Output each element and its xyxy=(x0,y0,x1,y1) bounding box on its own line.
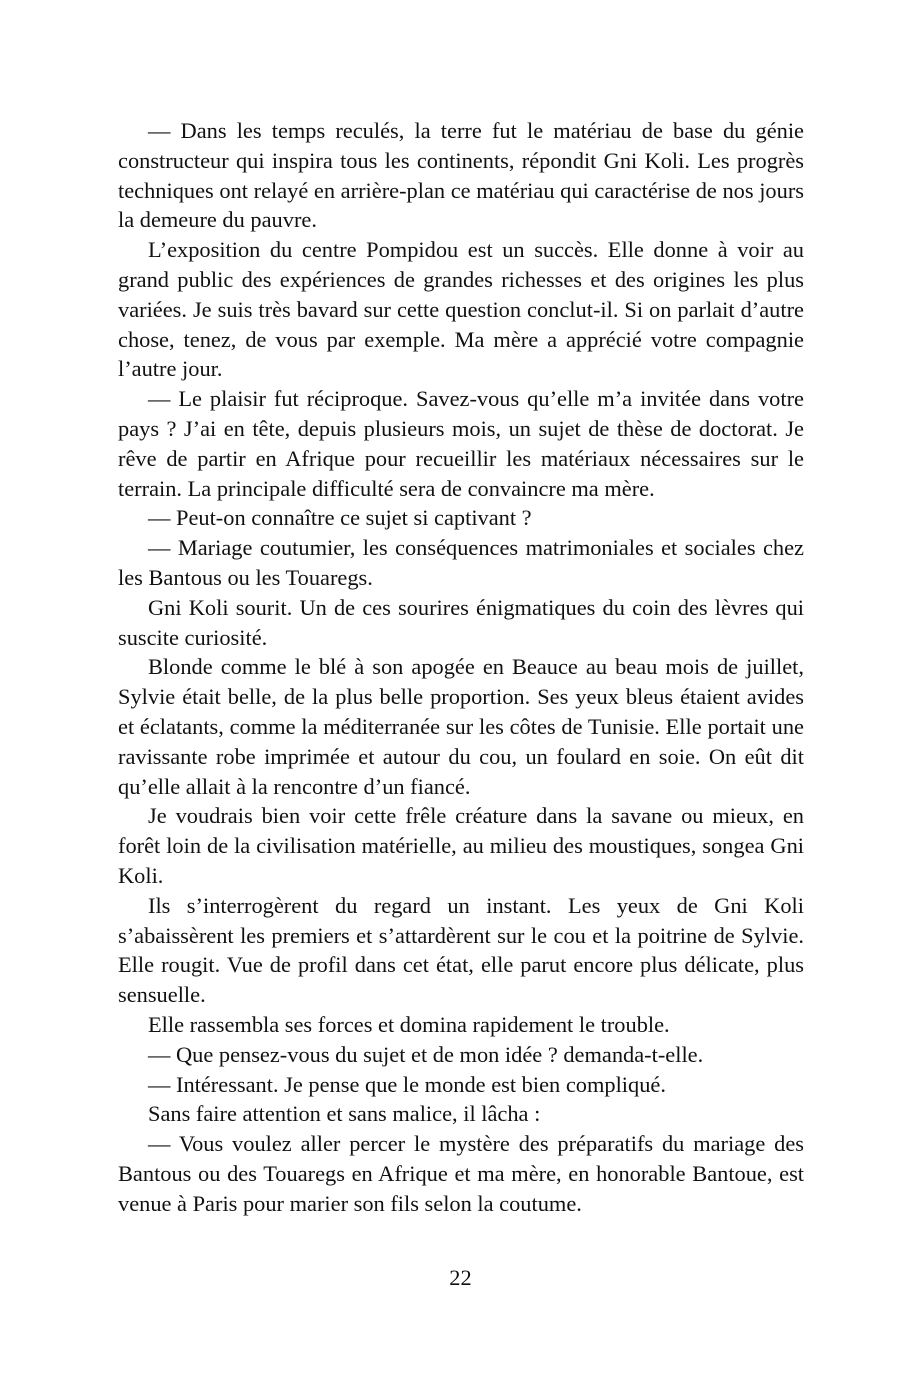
paragraph: — Vous voulez aller percer le mystère des préparatifs du mariage des Bantous ou des Touaregs en Afrique et ma mère, en honorable Bantoue, est venue à Paris pour marier son fils selon la coutume. xyxy=(118,1131,804,1216)
paragraph: — Peut-on connaître ce sujet si captivant ? xyxy=(148,505,532,531)
paragraph: — Mariage coutumier, les conséquences matrimoniales et sociales chez les Bantous ou les Touaregs. xyxy=(118,535,804,590)
paragraph: Elle rassembla ses forces et domina rapidement le trouble. xyxy=(148,1011,670,1037)
paragraph: Gni Koli sourit. Un de ces sourires énigmatiques du coin des lèvres qui suscite curiosité. xyxy=(118,594,804,650)
body-text xyxy=(118,116,804,1218)
paragraph: Sans faire attention et sans malice, il lâcha : xyxy=(148,1101,541,1127)
paragraph: L’exposition du centre Pompidou est un succès. Elle donne à voir au grand public des expériences de grandes richesses et des origines les plus variées. Je suis très bavard sur cette question conclut-il. Si on parlait d’autre chose, tenez, de vous par exemple. Ma mère a apprécié votre compagnie l’autre jour. xyxy=(118,237,804,382)
paragraph: — Intéressant. Je pense que le monde est bien compliqué. xyxy=(148,1071,666,1097)
paragraph: — Le plaisir fut réciproque. Savez-vous qu’elle m’a invitée dans votre pays ? J’ai en tête, depuis plusieurs mois, un sujet de thèse de doctorat. Je rêve de partir en Afrique pour recueillir les matériaux nécessaires sur le terrain. La principale difficulté sera de convaincre ma mère. xyxy=(118,386,804,501)
paragraph: — Dans les temps reculés, la terre fut le matériau de base du génie constructeur qui inspira tous les continents, répondit Gni Koli. Les progrès techniques ont relayé en arrière-plan ce matériau qui caractérise de nos jours la demeure du pauvre. xyxy=(118,118,804,233)
paragraph: — Que pensez-vous du sujet et de mon idée ? demanda-t-elle. xyxy=(148,1041,704,1067)
paragraph: Je voudrais bien voir cette frêle créature dans la savane ou mieux, en forêt loin de la civilisation matérielle, au milieu des moustiques, songea Gni Koli. xyxy=(118,803,804,888)
page-number: 22 xyxy=(449,1265,472,1290)
paragraph: Ils s’interrogèrent du regard un instant. Les yeux de Gni Koli s’abaissèrent les premiers et s’attardèrent sur le cou et la poitrine de Sylvie. Elle rougit. Vue de profil dans cet état, elle parut encore plus délicate, plus sensuelle. xyxy=(118,892,804,1008)
paragraph: Blonde comme le blé à son apogée en Beauce au beau mois de juillet, Sylvie était belle, de la plus belle proportion. Ses yeux bleus étaient avides et éclatants, comme la méditerranée sur les côtes de Tunisie. Elle portait une ravissante robe imprimée et autour du cou, un foulard en soie. On eût dit qu’elle allait à la rencontre d’un fiancé. xyxy=(118,654,804,799)
